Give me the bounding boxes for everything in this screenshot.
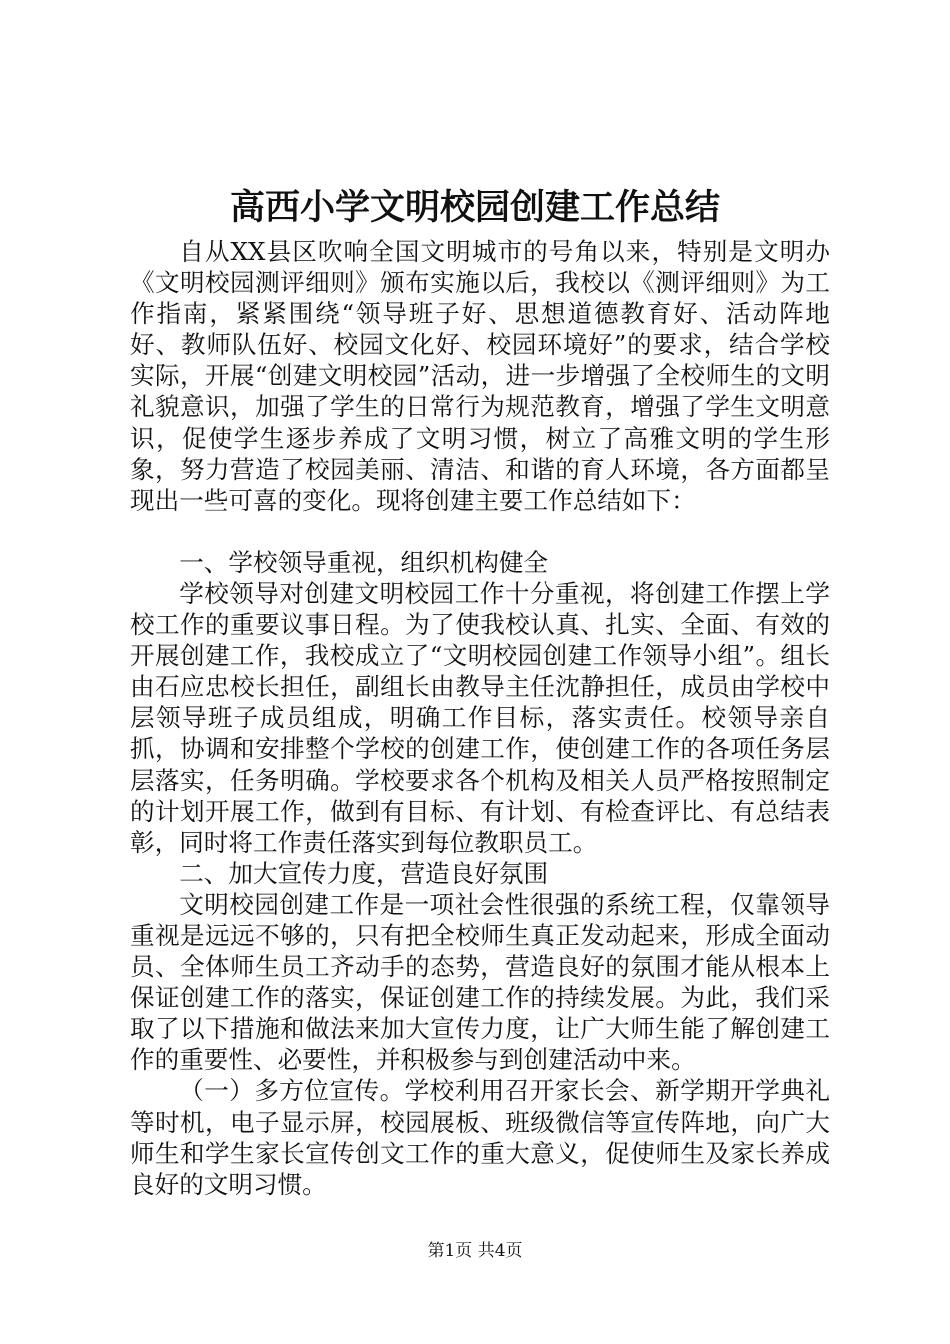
paragraph-section-1: 学校领导对创建文明校园工作十分重视，将创建工作摆上学校工作的重要议事日程。为了使我校认真、扎实、全面、有效的开展创建工作，我校成立了“文明校园创建工作领导小组”。组长由石应忠校长担任，副组长由教导主任沈静担任，成员由学校中层领导班子成员组成，明确工作目标，落实责任。校领导亲自抓，协调和安排整个学校的创建工作，使创建工作的各项任务层层落实，任务明确。学校要求各个机构及相关人员严格按照制定的计划开展工作，做到有目标、有计划、有检查评比、有总结表彰，同时将工作责任落实到每位教职员工。 bbox=[130, 578, 830, 857]
section-heading-2: 二、加大宣传力度，营造良好氛围 bbox=[179, 858, 549, 888]
document-title: 高西小学文明校园创建工作总结 bbox=[229, 187, 720, 228]
paragraph-intro: 自从XX县区吹响全国文明城市的号角以来，特别是文明办《文明校园测评细则》颁布实施以后，我校以《测评细则》为工作指南，紧紧围绕“领导班子好、思想道德教育好、活动阵地好、教师队伍好、校园文化好、校园环境好”的要求，结合学校实际，开展“创建文明校园”活动，进一步增强了全校师生的文明礼貌意识，加强了学生的日常行为规范教育，增强了学生文明意识，促使学生逐步养成了文明习惯，树立了高雅文明的学生形象，努力营造了校园美丽、清洁、和谐的育人环境，各方面都呈现出一些可喜的变化。现将创建主要工作总结如下： bbox=[130, 237, 830, 515]
document-body bbox=[130, 236, 830, 1200]
paragraph-section-2: 文明校园创建工作是一项社会性很强的系统工程，仅靠领导重视是远远不够的，只有把全校师生真正发动起来，形成全面动员、全体师生员工齐动手的态势，营造良好的氛围才能从根本上保证创建工作的落实，保证创建工作的持续发展。为此，我们采取了以下措施和做法来加大宣传力度，让广大师生能了解创建工作的重要性、必要性，并积极参与到创建活动中来。 bbox=[130, 889, 830, 1075]
section-heading-1: 一、学校领导重视，组织机构健全 bbox=[179, 547, 549, 577]
page-footer: 第1页 共4页 bbox=[427, 1241, 523, 1261]
paragraph-subsection-1: （一）多方位宣传。学校利用召开家长会、新学期开学典礼等时机，电子显示屏，校园展板、班级微信等宣传阵地，向广大师生和学生家长宣传创文工作的重大意义，促使师生及家长养成良好的文明习惯。 bbox=[130, 1076, 830, 1199]
paragraph-gap bbox=[130, 516, 830, 547]
